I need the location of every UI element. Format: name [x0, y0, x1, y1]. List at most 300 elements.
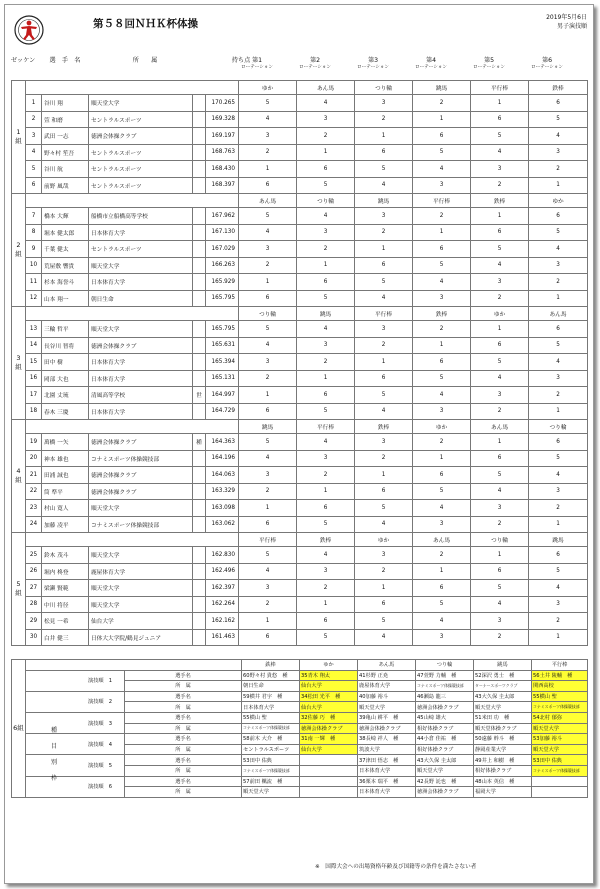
rotation-order: 2 [413, 547, 471, 564]
athlete-bib: 3 [26, 128, 42, 145]
athlete-bib: 6 [26, 177, 42, 194]
header-affiliation: 所 属 [132, 57, 158, 64]
rotation-order: 3 [471, 161, 529, 178]
rotation-order: 3 [471, 613, 529, 630]
athlete-mark [193, 354, 206, 371]
athlete-bib: 28 [26, 596, 42, 613]
apparatus-row [12, 194, 588, 208]
header-points: 持ち点 [231, 57, 251, 64]
rotation-order: 5 [239, 95, 297, 112]
apparatus-name: あん馬 [529, 307, 588, 321]
athlete-name: 春木 三慶 [42, 403, 89, 420]
athlete-bib: 9 [26, 241, 42, 258]
group6-player-row [12, 670, 588, 681]
athlete-points: 165.631 [206, 337, 239, 354]
rotation-order: 4 [413, 274, 471, 291]
athlete-bib: 18 [26, 403, 42, 420]
athlete-affiliation: 順天堂大学 [89, 321, 193, 338]
rotation-order: 4 [239, 111, 297, 128]
apparatus-name: 鉄棒 [297, 533, 355, 547]
player-affiliation: 朝日生命 [242, 681, 300, 692]
athlete-points: 166.263 [206, 257, 239, 274]
rotation-order: 6 [413, 580, 471, 597]
group-label: 4組 [12, 420, 26, 533]
rotation-order: 1 [413, 563, 471, 580]
rotation-order: 5 [297, 403, 355, 420]
rotation-order: 3 [413, 290, 471, 307]
athlete-name: 橋本 大輝 [42, 208, 89, 225]
rotation-order: 6 [239, 516, 297, 533]
athlete-bib: 15 [26, 354, 42, 371]
player-name: 42長野 託也 種 [416, 776, 474, 787]
player-name: 48山本 英信 種 [474, 776, 532, 787]
apparatus-spacer [26, 307, 239, 321]
player-name: 32佐藤 巧 種 [300, 712, 358, 723]
rotation-label: ローテーション [415, 64, 447, 70]
athlete-affiliation: 朝日生命 [89, 290, 193, 307]
player-affiliation: コナミスポーツ体操競技部 [532, 765, 588, 776]
athlete-bib: 29 [26, 613, 42, 630]
player-affiliation: 仙台大学 [300, 744, 358, 755]
rotation-order: 5 [413, 257, 471, 274]
group-label: 1組 [12, 81, 26, 194]
apparatus-name: ゆか [413, 420, 471, 434]
athlete-affiliation: 仙台大学 [89, 613, 193, 630]
athlete-row [12, 613, 588, 630]
rotation-order: 1 [297, 257, 355, 274]
rotation-order: 6 [355, 483, 413, 500]
rotation-order: 4 [471, 257, 529, 274]
row-heading-affiliation: 所 属 [125, 744, 242, 755]
order-label: 演技順 2 [26, 691, 125, 712]
rotation-order: 3 [413, 177, 471, 194]
event-type: 男子演技順 [556, 23, 587, 30]
player-affiliation: コナミスポーツ体操競技部 [242, 765, 300, 776]
player-name [300, 776, 358, 787]
athlete-points: 168.763 [206, 144, 239, 161]
athlete-points: 164.196 [206, 450, 239, 467]
rotation-order: 4 [297, 321, 355, 338]
group6-apparatus-row [12, 660, 588, 671]
rotation-order: 4 [239, 224, 297, 241]
rotation-order: 1 [355, 354, 413, 371]
athlete-row [12, 321, 588, 338]
group-label: 6組 [12, 660, 26, 798]
player-name: 34松田 光平 種 [300, 691, 358, 702]
rotation-order: 5 [529, 563, 588, 580]
rotation-order: 2 [413, 95, 471, 112]
rotation-order: 4 [239, 563, 297, 580]
athlete-bib: 30 [26, 629, 42, 646]
rotation-order: 1 [239, 161, 297, 178]
athlete-affiliation: 順天堂大学 [89, 580, 193, 597]
player-name: 55横山 聖 [532, 691, 588, 702]
athlete-row [12, 290, 588, 307]
athlete-mark [193, 450, 206, 467]
rotation-order: 1 [297, 370, 355, 387]
group6-player-row [12, 755, 588, 766]
rotation-order: 1 [413, 337, 471, 354]
rotation-order: 2 [297, 241, 355, 258]
athlete-name: 筒 準平 [42, 483, 89, 500]
athlete-row [12, 403, 588, 420]
rotation-order: 5 [355, 274, 413, 291]
rotation-order: 6 [471, 563, 529, 580]
rotation-label: ローテーション [531, 64, 563, 70]
player-name: 59横井 君宇 種 [242, 691, 300, 702]
rotation-order: 3 [297, 337, 355, 354]
player-name: 43大久保 圭太郎 [416, 755, 474, 766]
rotation-order: 1 [413, 450, 471, 467]
player-name: 36栗本 瑞平 種 [358, 776, 416, 787]
athlete-affiliation: 徳洲会体操クラブ [89, 467, 193, 484]
start-order-table [11, 80, 588, 646]
athlete-bib: 26 [26, 563, 42, 580]
athlete-points: 169.328 [206, 111, 239, 128]
rotation-order: 1 [239, 387, 297, 404]
rotation-number: 第1 [251, 57, 263, 64]
apparatus-spacer [26, 194, 239, 208]
athlete-bib: 1 [26, 95, 42, 112]
athlete-affiliation: 徳洲会体操クラブ [89, 434, 193, 451]
rotation-order: 5 [297, 177, 355, 194]
rotation-order: 4 [297, 95, 355, 112]
athlete-points: 162.397 [206, 580, 239, 597]
apparatus-name: ゆか [355, 533, 413, 547]
athlete-affiliation: 徳洲会体操クラブ [89, 483, 193, 500]
row-heading-affiliation: 所 属 [125, 681, 242, 692]
player-name: 41杉野 正尭 [358, 670, 416, 681]
athlete-points: 167.130 [206, 224, 239, 241]
player-affiliation: 順天堂大学 [358, 702, 416, 713]
rotation-order: 6 [297, 161, 355, 178]
athlete-bib: 19 [26, 434, 42, 451]
rotation-order: 2 [239, 370, 297, 387]
athlete-row [12, 257, 588, 274]
athlete-affiliation: セントラルスポーツ [89, 144, 193, 161]
player-affiliation: 相好体操クラブ [474, 765, 532, 776]
rotation-order: 2 [529, 500, 588, 517]
row-heading-player: 選手名 [125, 734, 242, 745]
athlete-mark [193, 128, 206, 145]
rotation-order: 5 [471, 241, 529, 258]
athlete-mark [193, 370, 206, 387]
athlete-mark [193, 257, 206, 274]
row-heading-affiliation: 所 属 [125, 702, 242, 713]
athlete-row [12, 95, 588, 112]
rotation-order: 4 [297, 208, 355, 225]
athlete-row [12, 596, 588, 613]
row-heading-affiliation: 所 属 [125, 723, 242, 734]
athlete-points: 165.929 [206, 274, 239, 291]
athlete-mark [193, 403, 206, 420]
athlete-row [12, 547, 588, 564]
rotation-order: 5 [471, 580, 529, 597]
athlete-mark [193, 208, 206, 225]
rotation-order: 1 [529, 403, 588, 420]
athlete-mark [193, 290, 206, 307]
athlete-name: 村山 寛人 [42, 500, 89, 517]
athlete-row [12, 111, 588, 128]
rotation-order: 2 [355, 224, 413, 241]
athlete-affiliation: 清風高等学校 [89, 387, 193, 404]
athlete-points: 165.394 [206, 354, 239, 371]
rotation-number: 第4 [425, 57, 437, 64]
apparatus-name: 平行棒 [297, 420, 355, 434]
apparatus-name: 鉄棒 [242, 660, 300, 671]
header-bib: ゼッケン [10, 57, 36, 64]
athlete-bib: 27 [26, 580, 42, 597]
rotation-order: 2 [529, 613, 588, 630]
group6-player-row [12, 776, 588, 787]
rotation-order: 2 [355, 563, 413, 580]
header-name: 選 手 名 [49, 57, 81, 64]
rotation-order: 1 [529, 177, 588, 194]
rotation-order: 5 [529, 224, 588, 241]
athlete-row [12, 516, 588, 533]
rotation-number: 第3 [367, 57, 379, 64]
athlete-affiliation: 日本体育大学 [89, 354, 193, 371]
rotation-order: 4 [413, 613, 471, 630]
rotation-order: 5 [239, 434, 297, 451]
rotation-order: 1 [413, 111, 471, 128]
rotation-order: 1 [529, 290, 588, 307]
athlete-name: 武田 一志 [42, 128, 89, 145]
apparatus-name: ゆか [471, 307, 529, 321]
athlete-mark [193, 613, 206, 630]
player-affiliation: 筑波大学 [358, 744, 416, 755]
rotation-order: 6 [413, 241, 471, 258]
player-affiliation [532, 787, 588, 798]
athlete-name: 鈴木 茂斗 [42, 547, 89, 564]
rotation-order: 6 [297, 387, 355, 404]
rotation-order: 3 [413, 516, 471, 533]
athlete-name: 野々村 笙吾 [42, 144, 89, 161]
rotation-order: 2 [529, 387, 588, 404]
rotation-order: 4 [471, 370, 529, 387]
athlete-points: 170.265 [206, 95, 239, 112]
rotation-order: 2 [355, 450, 413, 467]
athlete-points: 165.795 [206, 290, 239, 307]
rotation-order: 2 [413, 321, 471, 338]
rotation-order: 4 [355, 177, 413, 194]
athlete-row [12, 161, 588, 178]
athlete-mark [193, 177, 206, 194]
player-affiliation [300, 765, 358, 776]
player-name: 31南 一輝 種 [300, 734, 358, 745]
rotation-order: 4 [355, 629, 413, 646]
player-affiliation: 静岡産業大学 [474, 744, 532, 755]
athlete-affiliation: セントラルスポーツ [89, 177, 193, 194]
order-label: 演技順 3 [26, 712, 125, 733]
rotation-order: 5 [355, 387, 413, 404]
athlete-affiliation: 日本体育大学 [89, 403, 193, 420]
apparatus-name: 跳馬 [355, 194, 413, 208]
rotation-order: 5 [413, 483, 471, 500]
rotation-order: 6 [297, 613, 355, 630]
rotation-order: 3 [529, 596, 588, 613]
athlete-mark [193, 241, 206, 258]
rotation-order: 2 [471, 516, 529, 533]
rotation-order: 2 [239, 483, 297, 500]
rotation-order: 6 [471, 224, 529, 241]
rotation-order: 6 [355, 370, 413, 387]
athlete-bib: 24 [26, 516, 42, 533]
group6-player-row [12, 712, 588, 723]
rotation-order: 3 [529, 144, 588, 161]
rotation-order: 1 [297, 483, 355, 500]
athlete-name: 梁瀬 賢範 [42, 580, 89, 597]
rotation-order: 2 [471, 177, 529, 194]
athlete-bib: 8 [26, 224, 42, 241]
rotation-order: 1 [471, 321, 529, 338]
apparatus-name: 跳馬 [413, 81, 471, 95]
athlete-row [12, 434, 588, 451]
rotation-order: 3 [297, 224, 355, 241]
athlete-name: 堀本 健太郎 [42, 224, 89, 241]
rotation-order: 4 [471, 596, 529, 613]
rotation-order: 2 [239, 257, 297, 274]
apparatus-name: つり輪 [239, 307, 297, 321]
apparatus-name: ゆか [529, 194, 588, 208]
rotation-order: 4 [529, 241, 588, 258]
row-heading-affiliation: 所 属 [125, 787, 242, 798]
rotation-order: 3 [355, 434, 413, 451]
rotation-order: 3 [413, 629, 471, 646]
athlete-bib: 14 [26, 337, 42, 354]
rotation-number: 第5 [483, 57, 495, 64]
player-name: 47萱野 力輔 種 [416, 670, 474, 681]
athlete-name: 神本 雄也 [42, 450, 89, 467]
apparatus-spacer [26, 420, 239, 434]
rotation-order: 1 [355, 241, 413, 258]
rotation-order: 3 [529, 483, 588, 500]
athlete-row [12, 387, 588, 404]
player-name: 53田中 佑典 [532, 755, 588, 766]
athlete-affiliation: コナミスポーツ体操競技部 [89, 450, 193, 467]
rotation-order: 4 [239, 450, 297, 467]
rotation-order: 6 [471, 337, 529, 354]
rotation-order: 5 [355, 613, 413, 630]
apparatus-name: つり輪 [529, 420, 588, 434]
athlete-affiliation: 船橋市立船橋高等学校 [89, 208, 193, 225]
rotation-order: 4 [529, 580, 588, 597]
player-name [532, 776, 588, 787]
athlete-mark [193, 337, 206, 354]
athlete-row [12, 450, 588, 467]
athlete-row [12, 274, 588, 291]
athlete-name: 田中 樹 [42, 354, 89, 371]
row-heading-player: 選手名 [125, 670, 242, 681]
player-affiliation: 順天堂大学 [474, 702, 532, 713]
apparatus-row [12, 81, 588, 95]
athlete-mark [193, 580, 206, 597]
athlete-mark [193, 161, 206, 178]
rotation-order: 3 [239, 241, 297, 258]
rotation-order: 5 [529, 337, 588, 354]
rotation-order: 5 [239, 321, 297, 338]
player-name: 50遠藤 幹斗 種 [474, 734, 532, 745]
rotation-order: 1 [413, 224, 471, 241]
athlete-mark [193, 321, 206, 338]
athlete-name: 萬橋 一矢 [42, 434, 89, 451]
rotation-order: 6 [355, 257, 413, 274]
player-affiliation: 鹿屋体育大学 [358, 681, 416, 692]
athlete-affiliation: 日本体育大学 [89, 224, 193, 241]
athlete-points: 162.264 [206, 596, 239, 613]
group6-player-row [12, 734, 588, 745]
rotation-order: 1 [529, 629, 588, 646]
header-rotation-1 [237, 58, 277, 71]
athlete-bib: 11 [26, 274, 42, 291]
header-rotation-5 [469, 58, 509, 71]
athlete-bib: 21 [26, 467, 42, 484]
athlete-mark: 種 [193, 434, 206, 451]
athlete-name: 松見 一希 [42, 613, 89, 630]
rotation-order: 1 [239, 274, 297, 291]
player-name: 43大久保 圭太郎 [474, 691, 532, 702]
player-affiliation: 相好体操クラブ [416, 744, 474, 755]
athlete-name: 谷川 航 [42, 161, 89, 178]
player-affiliation: コナミスポーツ体操競技部 [532, 702, 588, 713]
rotation-order: 2 [297, 354, 355, 371]
apparatus-name: 跳馬 [474, 660, 532, 671]
athlete-points: 162.496 [206, 563, 239, 580]
rotation-order: 4 [355, 516, 413, 533]
rotation-order: 6 [239, 177, 297, 194]
player-affiliation: 仙台大学 [300, 681, 358, 692]
rotation-order: 5 [239, 208, 297, 225]
apparatus-name: あん馬 [358, 660, 416, 671]
apparatus-name: つり輪 [355, 81, 413, 95]
rotation-order: 5 [529, 111, 588, 128]
athlete-row [12, 483, 588, 500]
athlete-mark [193, 95, 206, 112]
player-name: 52深沢 勇士 種 [474, 670, 532, 681]
athlete-mark [193, 500, 206, 517]
athlete-name: 岡部 大也 [42, 370, 89, 387]
athlete-mark [193, 224, 206, 241]
athlete-points: 163.062 [206, 516, 239, 533]
athlete-row [12, 224, 588, 241]
player-name: 44小倉 佳祐 種 [416, 734, 474, 745]
rotation-order: 6 [355, 144, 413, 161]
rotation-order: 6 [239, 629, 297, 646]
header-rotation-6 [527, 58, 567, 71]
group-label: 3組 [12, 307, 26, 420]
apparatus-name: 鉄棒 [529, 81, 588, 95]
rotation-order: 4 [297, 547, 355, 564]
rotation-order: 6 [529, 321, 588, 338]
athlete-points: 169.197 [206, 128, 239, 145]
rotation-order: 3 [355, 321, 413, 338]
player-affiliation: 順天堂大学 [532, 723, 588, 734]
player-name: 51米田 功 種 [474, 712, 532, 723]
rotation-order: 1 [471, 434, 529, 451]
athlete-name: 荒屋敷 響貴 [42, 257, 89, 274]
athlete-name: 白井 健三 [42, 629, 89, 646]
rotation-order: 4 [239, 337, 297, 354]
apparatus-name: ゆか [239, 81, 297, 95]
athlete-row [12, 208, 588, 225]
athlete-affiliation: 順天堂大学 [89, 596, 193, 613]
athlete-name: 千葉 健太 [42, 241, 89, 258]
rotation-order: 6 [413, 467, 471, 484]
athlete-points: 164.363 [206, 434, 239, 451]
athlete-points: 165.131 [206, 370, 239, 387]
athlete-points: 164.063 [206, 467, 239, 484]
player-affiliation: 順天堂大学 [416, 765, 474, 776]
